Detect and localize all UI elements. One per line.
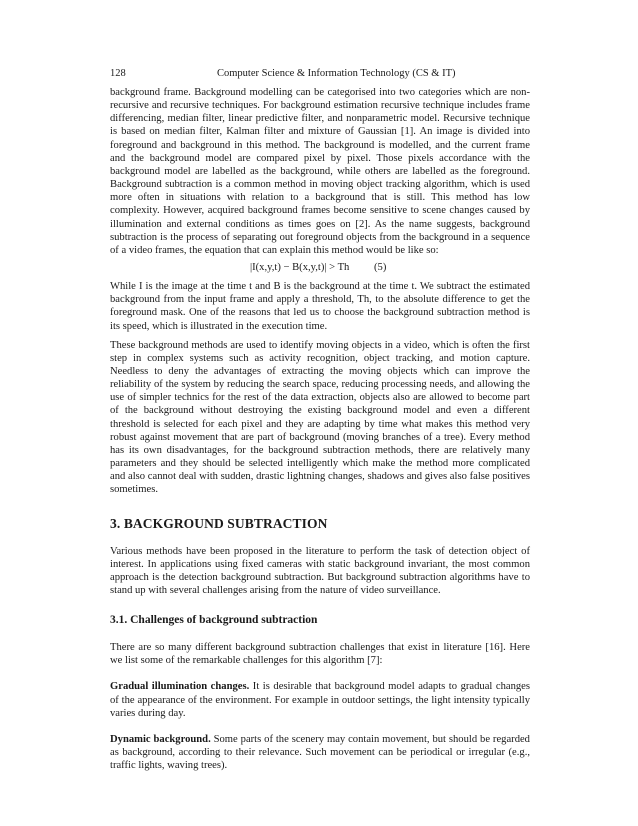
dynamic-background-body: Some parts of the scenery may contain movement, but should be regarded as background, according to their relevance. Such movement can be periodical or irregular (e.g., traffic lights, waving trees). xyxy=(110,733,530,772)
section-heading xyxy=(110,515,530,532)
section-number: 3. xyxy=(110,515,124,531)
body-content xyxy=(110,86,530,772)
paragraph-challenges-intro: There are so many different background subtraction challenges that exist in literature [16]. Here we list some of the remarkable challenges for this algorithm [7]: xyxy=(110,642,530,667)
paragraph-background-modelling: background frame. Background modelling can be categorised into two categories which are non-recursive and recursive techniques. For background estimation recursive technique includes frame differencing, median filter, linear predictive filter, and nonparametric model. Recursive technique is based on median filter, Kalman filter and mixture of Gaussian [1]. An image is divided into foreground and background in this method. The background is modelled, and the current frame and the background model are compared pixel by pixel. Those pixels accordance with the background model are labelled as the background, while others are labelled as the foreground. Background subtraction is a common method in moving object tracking algorithm, which is used more often in situations with relation to a background that is still. This method has low complexity. However, acquired background frames become sensitive to scene changes caused by illumination and external conditions as times goes on [2]. As the name suggests, background subtraction is the process of separating out foreground objects from the background in a sequence of a video frames, the equation that can explain this method would be like so: xyxy=(110,87,530,256)
paragraph-dynamic-background xyxy=(110,733,530,772)
page-number: 128 xyxy=(110,68,126,79)
gradual-illumination-lead: Gradual illumination changes. xyxy=(110,681,250,693)
section-title-ubtraction: UBTRACTION xyxy=(234,515,328,531)
paragraph-background-methods: These background methods are used to identify moving objects in a video, which is often the first step in complex systems such as activity recognition, object tracking, and motion capture. Needless to deny the advantages of extracting the moving objects which can improve the reliability of the system by reducing the search space, reducing processing needs, and allowing the use of simpler technics for the rest of the data extraction, objects also are allowed to become part of the background without destroying the existing background model and even a different threshold is selected for each pixel and they are adapting by time what makes this method very robust against movement that are part of background (moving branches of a tree). Every method has its own disadvantages, for the background subtraction methods, there are relatively many parameters and they should be selected intelligently which make the method more complicated and also cannot deal with sudden, drastic lightning changes, shadows and gives also false positives sometimes. xyxy=(110,339,530,496)
gradual-illumination-body: It is desirable that background model adapts to gradual changes of the appearance of the environment. For example in outdoor settings, the light intensity typically varies during day. xyxy=(110,681,531,719)
dynamic-background-lead: Dynamic background. xyxy=(110,733,211,745)
paragraph-various-methods: Various methods have been proposed in the literature to perform the task of detection object of interest. In applications using fixed cameras with static background invariant, the most common approach is the detection background subtraction. But background subtraction algorithms have to stand up with several challenges arising from the nature of video surveillance. xyxy=(110,545,530,596)
subsection-heading: 3.1. Challenges of background subtraction xyxy=(110,614,318,627)
paragraph-equation-explanation: While I is the image at the time t and B is the background at the time t. We subtract the estimated background from the input frame and apply a threshold, Th, to the absolute difference to get the foreground mask. One of the reasons that led us to choose the background subtraction method is its speed, which is illustrated in the execution time. xyxy=(110,281,530,332)
equation-number: (5) xyxy=(374,262,387,274)
equation-5 xyxy=(110,261,530,275)
journal-title: Computer Science & Information Technology (CS & IT) xyxy=(217,68,456,79)
section-title-ackground: ACKGROUND xyxy=(132,515,228,531)
equation-body: |I(x,y,t) − B(x,y,t)| > Th xyxy=(250,262,350,274)
paragraph-gradual-illumination xyxy=(110,680,530,719)
section-title-s: S xyxy=(227,515,235,531)
section-title-b: B xyxy=(123,515,133,531)
